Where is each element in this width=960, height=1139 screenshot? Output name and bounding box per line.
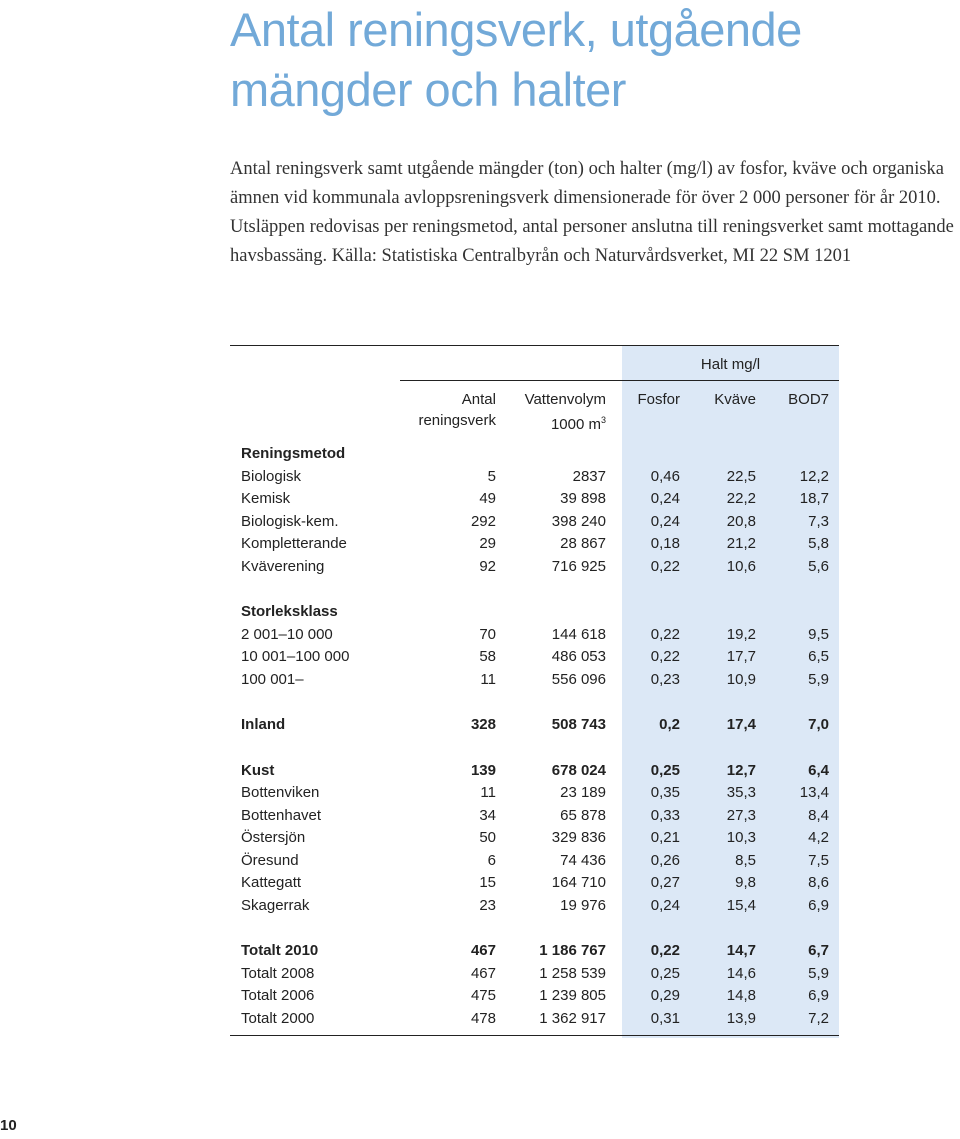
header-vattenvolym <box>525 389 606 435</box>
cell-vattenvolym: 23 189 <box>560 784 606 801</box>
cell-antal: 15 <box>479 874 496 891</box>
row-label: Totalt 2008 <box>241 965 315 982</box>
cell-kvave: 17,7 <box>726 648 756 665</box>
header-antal-line2: reningsverk <box>418 412 496 429</box>
cell-antal: 467 <box>470 942 496 959</box>
table-row-total <box>230 714 840 736</box>
cell-vattenvolym: 1 362 917 <box>539 1010 606 1027</box>
cell-antal: 467 <box>470 965 496 982</box>
cell-kvave: 12,7 <box>726 762 756 779</box>
row-label: Skagerrak <box>241 897 310 914</box>
cell-kvave: 19,2 <box>726 626 756 643</box>
header-antal-line1: Antal <box>461 391 496 408</box>
cell-fosfor: 0,29 <box>650 987 680 1004</box>
row-label: Totalt 2000 <box>241 1010 315 1027</box>
cell-fosfor: 0,25 <box>650 762 680 779</box>
cell-bod7: 5,6 <box>808 558 829 575</box>
cell-fosfor: 0,22 <box>650 626 680 643</box>
cell-vattenvolym: 1 186 767 <box>539 942 606 959</box>
cell-vattenvolym: 678 024 <box>551 762 606 779</box>
cell-bod7: 4,2 <box>808 829 829 846</box>
table-row <box>230 511 840 533</box>
data-table <box>230 345 840 1040</box>
cell-fosfor: 0,27 <box>650 874 680 891</box>
cell-vattenvolym: 329 836 <box>551 829 606 846</box>
cell-antal: 328 <box>470 716 496 733</box>
cell-fosfor: 0,23 <box>650 671 680 688</box>
cell-fosfor: 0,22 <box>650 558 680 575</box>
section-reningsmetod: Reningsmetod <box>241 445 346 462</box>
cell-antal: 58 <box>479 648 496 665</box>
table-row <box>230 624 840 646</box>
halt-column-background <box>622 345 839 1038</box>
row-label: 10 001–100 000 <box>241 648 350 665</box>
cell-antal: 29 <box>479 535 496 552</box>
cell-fosfor: 0,31 <box>650 1010 680 1027</box>
cell-kvave: 10,9 <box>726 671 756 688</box>
cell-antal: 6 <box>487 852 496 869</box>
cell-kvave: 10,3 <box>726 829 756 846</box>
header-kvave: Kväve <box>714 391 756 408</box>
table-row <box>230 827 840 849</box>
cell-bod7: 13,4 <box>799 784 829 801</box>
cell-bod7: 5,8 <box>808 535 829 552</box>
table-row <box>230 556 840 578</box>
cell-vattenvolym: 74 436 <box>560 852 606 869</box>
cell-vattenvolym: 508 743 <box>551 716 606 733</box>
cell-bod7: 6,9 <box>808 897 829 914</box>
cell-antal: 50 <box>479 829 496 846</box>
cell-fosfor: 0,26 <box>650 852 680 869</box>
row-label: Bottenviken <box>241 784 320 801</box>
row-label: Biologisk-kem. <box>241 513 339 530</box>
cell-antal: 475 <box>470 987 496 1004</box>
cell-antal: 5 <box>487 468 496 485</box>
cell-bod7: 18,7 <box>799 490 829 507</box>
table-row <box>230 895 840 917</box>
cell-fosfor: 0,2 <box>659 716 680 733</box>
cell-kvave: 14,7 <box>726 942 756 959</box>
cell-bod7: 5,9 <box>808 671 829 688</box>
table-row <box>230 1008 840 1030</box>
row-label: Totalt 2010 <box>241 942 319 959</box>
cell-bod7: 6,5 <box>808 648 829 665</box>
cell-vattenvolym: 556 096 <box>551 671 606 688</box>
row-label: Öresund <box>241 852 299 869</box>
row-label: Kust <box>241 762 275 779</box>
header-vattenvolym-line2 <box>525 410 606 435</box>
cell-kvave: 22,5 <box>726 468 756 485</box>
row-label: 2 001–10 000 <box>241 626 333 643</box>
cell-kvave: 22,2 <box>726 490 756 507</box>
cell-fosfor: 0,21 <box>650 829 680 846</box>
cell-fosfor: 0,25 <box>650 965 680 982</box>
table-row <box>230 646 840 668</box>
cell-antal: 478 <box>470 1010 496 1027</box>
cell-antal: 92 <box>479 558 496 575</box>
header-vattenvolym-unit: 1000 m <box>550 416 601 433</box>
row-label: Kompletterande <box>241 535 347 552</box>
row-label: Östersjön <box>241 829 306 846</box>
cell-fosfor: 0,35 <box>650 784 680 801</box>
cell-bod7: 7,3 <box>808 513 829 530</box>
table-row <box>230 850 840 872</box>
cell-bod7: 7,5 <box>808 852 829 869</box>
header-antal <box>418 389 496 431</box>
cell-kvave: 35,3 <box>726 784 756 801</box>
cell-antal: 49 <box>479 490 496 507</box>
cell-kvave: 14,8 <box>726 987 756 1004</box>
cell-bod7: 6,9 <box>808 987 829 1004</box>
cell-fosfor: 0,24 <box>650 513 680 530</box>
cell-kvave: 15,4 <box>726 897 756 914</box>
page-number: 10 <box>0 1117 17 1134</box>
cell-antal: 11 <box>480 784 496 801</box>
intro-paragraph: Antal reningsverk samt utgående mängder (ton) och halter (mg/l) av fosfor, kväve och organiska ämnen vid kommunala avloppsreningsverk dimensionerade för över 2 000 personer för år 2010. Utsläppen redovisas per reningsmetod, antal personer anslutna till reningsverket samt mottagande havsbassäng. Källa: Statistiska Centralbyrån och Naturvårdsverket, MI 22 SM 1201 <box>230 159 954 266</box>
cell-bod7: 6,7 <box>808 942 829 959</box>
table-top-rule <box>230 345 839 346</box>
cell-bod7: 5,9 <box>808 965 829 982</box>
cell-bod7: 8,4 <box>808 807 829 824</box>
cell-bod7: 8,6 <box>808 874 829 891</box>
header-fosfor: Fosfor <box>637 391 680 408</box>
subheader-rule <box>400 380 839 381</box>
cell-fosfor: 0,18 <box>650 535 680 552</box>
table-row <box>230 466 840 488</box>
row-label: Kemisk <box>241 490 291 507</box>
row-label: Inland <box>241 716 286 733</box>
cell-antal: 34 <box>479 807 496 824</box>
cell-bod7: 6,4 <box>808 762 829 779</box>
cell-vattenvolym: 164 710 <box>551 874 606 891</box>
halt-group-header: Halt mg/l <box>700 356 761 373</box>
row-label: 100 001– <box>241 671 304 688</box>
cell-antal: 292 <box>470 513 496 530</box>
cell-antal: 23 <box>479 897 496 914</box>
cell-bod7: 7,0 <box>808 716 829 733</box>
row-label: Bottenhavet <box>241 807 322 824</box>
table-row <box>230 963 840 985</box>
table-row <box>230 805 840 827</box>
table-row-total <box>230 760 840 782</box>
table-row <box>230 533 840 555</box>
cell-kvave: 13,9 <box>726 1010 756 1027</box>
cell-vattenvolym: 1 258 539 <box>539 965 606 982</box>
cell-fosfor: 0,46 <box>650 468 680 485</box>
table-bottom-rule <box>230 1035 839 1036</box>
cell-fosfor: 0,22 <box>650 648 680 665</box>
row-label: Biologisk <box>241 468 302 485</box>
cell-vattenvolym: 2837 <box>572 468 606 485</box>
cell-vattenvolym: 486 053 <box>551 648 606 665</box>
cell-antal: 139 <box>470 762 496 779</box>
table-row <box>230 669 840 691</box>
cell-vattenvolym: 716 925 <box>551 558 606 575</box>
cell-kvave: 10,6 <box>726 558 756 575</box>
cell-vattenvolym: 398 240 <box>551 513 606 530</box>
cell-vattenvolym: 19 976 <box>560 897 606 914</box>
cell-antal: 11 <box>480 671 496 688</box>
row-label: Kväverening <box>241 558 325 575</box>
table-row <box>230 985 840 1007</box>
cell-fosfor: 0,24 <box>650 490 680 507</box>
cell-kvave: 14,6 <box>726 965 756 982</box>
cell-kvave: 21,2 <box>726 535 756 552</box>
cell-vattenvolym: 28 867 <box>560 535 606 552</box>
header-vattenvolym-sup: 3 <box>600 415 606 425</box>
section-storleksklass: Storleksklass <box>241 603 338 620</box>
cell-bod7: 12,2 <box>799 468 829 485</box>
cell-fosfor: 0,33 <box>650 807 680 824</box>
cell-bod7: 9,5 <box>808 626 829 643</box>
cell-kvave: 8,5 <box>735 852 756 869</box>
row-label: Kattegatt <box>241 874 302 891</box>
table-row <box>230 488 840 510</box>
table-row-total <box>230 940 840 962</box>
header-bod7: BOD7 <box>788 391 829 408</box>
cell-vattenvolym: 65 878 <box>560 807 606 824</box>
cell-kvave: 20,8 <box>726 513 756 530</box>
cell-kvave: 17,4 <box>726 716 756 733</box>
cell-antal: 70 <box>479 626 496 643</box>
cell-kvave: 9,8 <box>735 874 756 891</box>
cell-vattenvolym: 39 898 <box>560 490 606 507</box>
cell-vattenvolym: 1 239 805 <box>539 987 606 1004</box>
row-label: Totalt 2006 <box>241 987 315 1004</box>
cell-bod7: 7,2 <box>808 1010 829 1027</box>
header-vattenvolym-line1: Vattenvolym <box>524 391 606 408</box>
table-row <box>230 782 840 804</box>
cell-vattenvolym: 144 618 <box>551 626 606 643</box>
cell-fosfor: 0,22 <box>650 942 680 959</box>
page-title: Antal reningsverk, utgående mängder och halter <box>230 3 802 116</box>
cell-fosfor: 0,24 <box>650 897 680 914</box>
cell-kvave: 27,3 <box>726 807 756 824</box>
table-row <box>230 872 840 894</box>
